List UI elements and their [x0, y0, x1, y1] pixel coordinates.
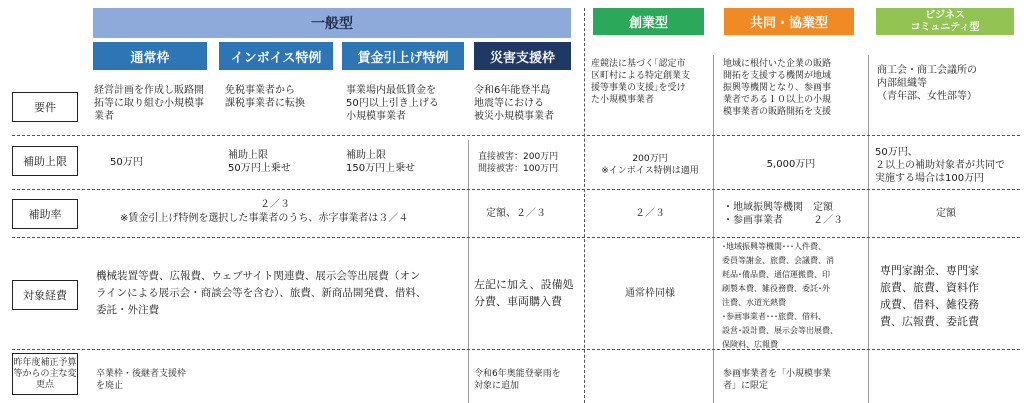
header-startup: 創業型	[593, 8, 704, 35]
separator-disaster	[468, 140, 469, 403]
limit-disaster: 直接被害：200万円 間接被害：100万円	[478, 152, 559, 174]
row-separator-3	[12, 237, 1020, 238]
separator-general-startup	[584, 8, 585, 403]
rate-general-note: ※賃金引上げ特例を選択した事業者のうち、赤字事業者は３／４	[120, 213, 409, 224]
row-label-changes: 昨年度補正予算等からの主な変更点	[12, 353, 78, 395]
limit-business-community: 50万円、 ２以上の補助対象者が共同で 実施する場合は100万円	[875, 147, 1005, 184]
row-separator-1	[12, 135, 1020, 136]
req-startup: 産競法に基づく｢認定市 区町村による特定創業支 援等事業の支援｣を受け た小規模事業者	[591, 59, 691, 105]
rate-startup: ２／３	[635, 208, 665, 219]
header-cooperative: 共同・協業型	[724, 8, 854, 35]
separator-startup-coop	[713, 55, 714, 403]
req-disaster: 令和6年能登半島 地震等における 被災小規模事業者	[474, 85, 554, 122]
expenses-general: 機械装置等費、広報費、ウェブサイト関連費、展示会等出展費（オン ラインによる展示会・商談会等を含む）、旅費、新商品開発費、借料、 委託・外注費	[96, 270, 427, 316]
req-wage: 事業場内最低賃金を 50円以上引き上げる 小規模事業者	[346, 85, 439, 122]
expenses-disaster: 左記に加え、設備処 分費、車両購入費	[474, 278, 574, 308]
header-invoice: インボイス特例	[219, 42, 333, 70]
changes-general: 卒業枠・後継者支援枠 を廃止	[96, 369, 187, 391]
limit-invoice: 補助上限 50万円上乗せ	[228, 150, 291, 174]
row-label-rate: 補助率	[12, 199, 78, 229]
req-invoice: 免税事業者から 課税事業者に転換	[225, 85, 305, 109]
rate-business-community: 定額	[936, 208, 956, 219]
expenses-startup: 通常枠同様	[625, 288, 675, 299]
limit-regular: 50万円	[110, 157, 143, 168]
header-general: 一般型	[93, 8, 571, 38]
header-business-community-line2: コミュニティ型	[910, 21, 980, 33]
req-regular: 経営計画を作成し販路開拓等に取り組む小規模事業者	[94, 85, 204, 122]
limit-cooperative: 5,000万円	[766, 159, 816, 170]
rate-cooperative: ・地域振興等機関 定額 ・参画事業者 ２／３	[723, 202, 843, 226]
limit-startup: 200万円 ※インボイス特例は適用	[601, 154, 699, 176]
row-label-limit: 補助上限	[12, 146, 78, 176]
header-disaster: 災害支援枠	[474, 42, 571, 70]
expenses-business-community: 専門家謝金、専門家 旅費、旅費、資料作 成費、借料、雑役務 費、広報費、委託費	[880, 264, 979, 328]
changes-disaster: 令和6年奥能登豪雨を 対象に追加	[474, 369, 561, 391]
row-label-expenses: 対象経費	[12, 280, 78, 310]
header-regular: 通常枠	[93, 42, 207, 70]
header-wage: 賃金引上げ特例	[342, 42, 464, 70]
header-business-community-line1: ビジネス	[925, 9, 965, 21]
row-separator-4	[12, 349, 1020, 350]
expenses-cooperative: ･地域振興等機関･･･人件費、 委員等謝金、旅費、会議費、消 耗品･備品費、通信運搬費、印 刷製本費、雑役務費、委託･外 注費、水道光熱費 ･参画事業者･･･旅費、借料、 設営･設計費、展示会等出展費、 保険料、広報費	[722, 242, 838, 349]
req-business-community: 商工会・商工会議所の 内部組織等 （青年部、女性部等）	[877, 65, 977, 102]
rate-general-main: ２／３	[260, 199, 290, 210]
rate-disaster: 定額、２／３	[486, 208, 546, 219]
separator-coop-bc	[868, 55, 869, 403]
row-separator-2	[12, 189, 1020, 190]
req-cooperative: 地域に根付いた企業の販路 開拓を支援する機関が地域 振興等機関となり、参画事 業者である１０以上の小規 模事業者の販路開拓を支援	[723, 59, 832, 117]
row-label-requirements: 要件	[12, 92, 78, 122]
limit-wage: 補助上限 150万円上乗せ	[346, 150, 416, 174]
changes-cooperative: 参画事業者を「小規模事業 者」に限定	[723, 369, 832, 391]
header-business-community	[876, 8, 1014, 35]
